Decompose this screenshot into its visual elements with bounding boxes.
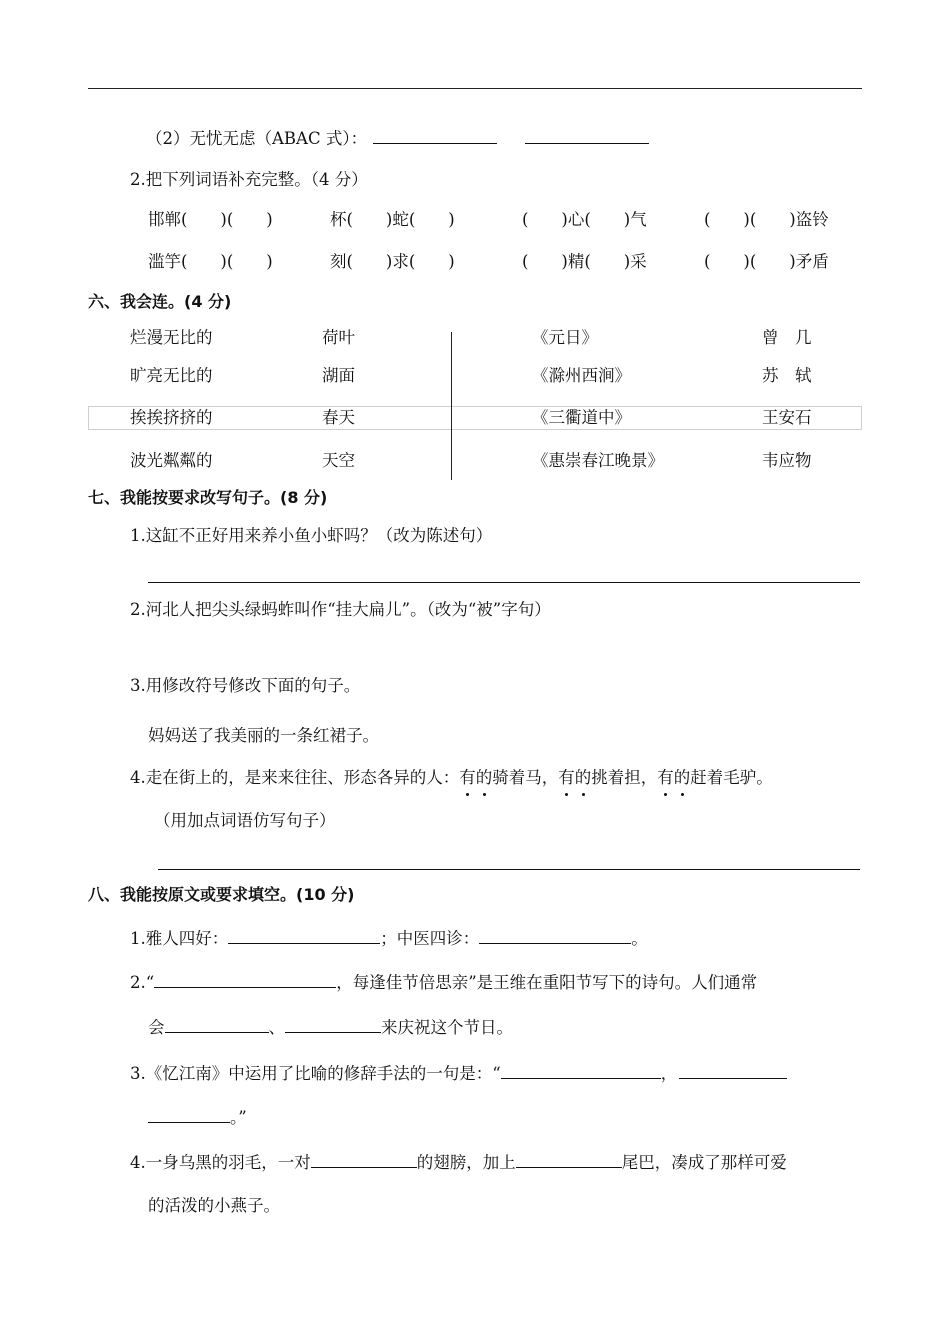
answer-blank[interactable] <box>525 127 649 144</box>
question-8-2-cont <box>148 1016 513 1039</box>
section-8-title: 八、我能按原文或要求填空。(10 分) <box>88 885 355 904</box>
question-text: 赶着毛驴。 <box>690 768 773 787</box>
idiom-1-3[interactable]: ( )心( )气 <box>522 210 647 229</box>
match-right-target[interactable]: 苏 轼 <box>762 366 812 385</box>
question-7-3: 3.用修改符号修改下面的句子。 <box>130 676 361 695</box>
match-left-target[interactable]: 天空 <box>322 451 355 470</box>
question-text: 尾巴，凑成了那样可爱 <box>621 1153 787 1172</box>
question-text: 。 <box>631 929 648 948</box>
answer-blank[interactable] <box>154 971 336 988</box>
question-7-1: 1.这缸不正好用来养小鱼小虾吗？（改为陈述句） <box>130 526 493 545</box>
idiom-2-3[interactable]: ( )精( )采 <box>522 252 647 271</box>
idiom-1-1[interactable]: 邯郸( )( ) <box>148 210 273 229</box>
emphasis-dot-char: 有 <box>657 768 674 787</box>
emphasized-word <box>459 768 492 787</box>
answer-blank[interactable] <box>148 1106 230 1123</box>
question-text: 来庆祝这个节日。 <box>381 1018 513 1037</box>
question-text: ，每逢佳节倍思亲”是王维在重阳节写下的诗句。人们通常 <box>336 973 758 992</box>
answer-blank[interactable] <box>228 927 380 944</box>
question-text: 1.雅人四好： <box>130 929 229 948</box>
section-6-title: 六、我会连。(4 分) <box>88 292 232 311</box>
emphasized-word <box>558 768 591 787</box>
idiom-2-1[interactable]: 滥竽( )( ) <box>148 252 273 271</box>
match-right-item[interactable]: 《元日》 <box>532 328 598 347</box>
question-text: 的翅膀，加上 <box>416 1153 516 1172</box>
question-7-4-note: （用加点词语仿写句子） <box>154 811 336 830</box>
question-text: （2）无忧无虑（ABAC 式）： <box>146 129 368 148</box>
match-right-item[interactable]: 《滁州西涧》 <box>532 366 631 385</box>
answer-line[interactable] <box>148 582 860 583</box>
question-text: 骑着马， <box>492 768 559 787</box>
question-text: 会 <box>148 1018 165 1037</box>
idiom-1-4[interactable]: ( )( )盗铃 <box>704 210 829 229</box>
idiom-1-2[interactable]: 杯( )蛇( ) <box>330 210 455 229</box>
idiom-2-2[interactable]: 刻( )求( ) <box>330 252 455 271</box>
match-left-item[interactable]: 波光粼粼的 <box>130 451 213 470</box>
match-right-target[interactable]: 王安石 <box>762 408 812 427</box>
question-text: 3.《忆江南》中运用了比喻的修辞手法的一句是：“ <box>130 1064 501 1083</box>
answer-blank[interactable] <box>516 1151 622 1168</box>
emphasis-dot-char: 的 <box>475 768 493 787</box>
answer-line[interactable] <box>158 869 860 870</box>
match-left-item[interactable]: 挨挨挤挤的 <box>130 408 213 427</box>
question-8-3 <box>130 1062 787 1085</box>
question-text: 。” <box>230 1108 247 1127</box>
emphasized-word <box>657 768 690 787</box>
answer-blank[interactable] <box>373 127 497 144</box>
match-right-target[interactable]: 曾 几 <box>762 328 812 347</box>
emphasis-dot-char: 有 <box>459 768 476 787</box>
section-7-title: 七、我能按要求改写句子。(8 分) <box>88 488 328 507</box>
matching-divider <box>451 332 452 480</box>
answer-blank[interactable] <box>285 1016 381 1033</box>
match-left-target[interactable]: 湖面 <box>322 366 355 385</box>
question-7-4 <box>130 767 773 789</box>
question-8-3-cont <box>148 1106 247 1129</box>
match-right-item[interactable]: 《三衢道中》 <box>532 408 631 427</box>
emphasis-dot-char: 有 <box>558 768 575 787</box>
answer-blank[interactable] <box>501 1062 661 1079</box>
answer-blank[interactable] <box>165 1016 269 1033</box>
sentence-to-edit[interactable]: 妈妈送了我美丽的一条红裙子。 <box>148 726 379 745</box>
match-left-target[interactable]: 春天 <box>322 408 355 427</box>
question-text: 、 <box>268 1018 285 1037</box>
match-left-target[interactable]: 荷叶 <box>322 328 355 347</box>
header-rule <box>88 88 862 89</box>
question-emphasis-segments <box>459 768 773 787</box>
question-7-2: 2.河北人把尖头绿蚂蚱叫作“挂大扁儿”。（改为“被”字句） <box>130 600 551 619</box>
idiom-2-4[interactable]: ( )( )矛盾 <box>704 252 829 271</box>
match-left-item[interactable]: 烂漫无比的 <box>130 328 213 347</box>
question-text: 4.一身乌黑的羽毛，一对 <box>130 1153 311 1172</box>
question-text: ；中医四诊： <box>380 929 480 948</box>
question-8-4-cont: 的活泼的小燕子。 <box>148 1196 280 1215</box>
emphasis-dot-char: 的 <box>574 768 592 787</box>
question-8-4 <box>130 1151 787 1174</box>
answer-blank[interactable] <box>479 927 631 944</box>
question-5-2: 2.把下列词语补充完整。（4 分） <box>130 170 368 189</box>
question-8-1 <box>130 927 648 950</box>
match-left-item[interactable]: 旷亮无比的 <box>130 366 213 385</box>
question-text: 4.走在街上的，是来来往往、形态各异的人： <box>130 768 460 787</box>
match-right-item[interactable]: 《惠崇春江晚景》 <box>532 451 664 470</box>
question-text: 2.“ <box>130 973 155 992</box>
match-right-target[interactable]: 韦应物 <box>762 451 812 470</box>
emphasis-dot-char: 的 <box>673 768 691 787</box>
answer-blank[interactable] <box>679 1062 787 1079</box>
question-8-2 <box>130 971 757 994</box>
question-text: ， <box>660 1064 678 1083</box>
answer-blank[interactable] <box>311 1151 417 1168</box>
question-text: 挑着担， <box>591 768 658 787</box>
question-5-1-2 <box>146 127 649 150</box>
